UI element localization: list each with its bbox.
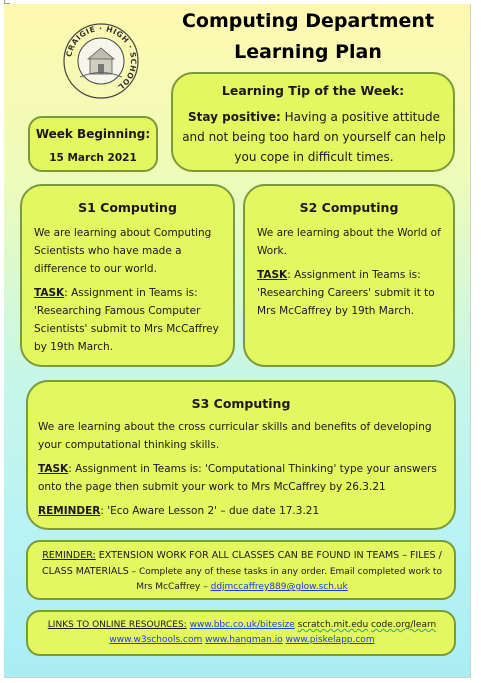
link-code-org[interactable]: code.org/learn xyxy=(371,620,437,630)
s1-computing-card xyxy=(20,184,235,367)
extension-reminder-text xyxy=(34,548,450,595)
links-lead: LINKS TO ONLINE RESOURCES: xyxy=(47,620,187,630)
learning-tip-body xyxy=(181,107,447,167)
reminder-rest: – Complete any of these tasks in any order. Email completed work to Mrs McCaffrey – xyxy=(128,567,442,592)
link-piskel[interactable]: www.piskelapp.com xyxy=(285,635,375,645)
s1-title: S1 Computing xyxy=(78,200,177,215)
s3-task-label: TASK xyxy=(38,463,69,475)
s3-reminder-label: REMINDER xyxy=(38,505,101,517)
s1-task-text: : Assignment in Teams is: 'Researching Famous Computer Scientists' submit to Mrs McCaffrey by 19th March. xyxy=(34,287,219,353)
link-hangman[interactable]: www.hangman.io xyxy=(205,635,283,645)
s3-task-text: : Assignment in Teams is: 'Computational Thinking' type your answers onto the page then submit your work to Mrs McCaffrey by 26.3.21 xyxy=(38,463,437,493)
s3-intro: We are learning about the cross curricular skills and benefits of developing your computational thinking skills. xyxy=(38,421,432,451)
s3-reminder xyxy=(38,502,450,520)
link-w3schools[interactable]: www.w3schools.com xyxy=(109,635,203,645)
s2-intro: We are learning about the World of Work. xyxy=(257,227,441,257)
online-resources-text xyxy=(32,618,452,648)
s3-task xyxy=(38,460,450,496)
link-scratch[interactable]: scratch.mit.edu xyxy=(297,620,369,630)
s2-computing-card xyxy=(243,184,455,367)
s1-task xyxy=(34,284,226,356)
extension-reminder-box xyxy=(26,540,456,600)
title-line-1: Computing Department xyxy=(181,10,435,32)
s2-task-text: : Assignment in Teams is: 'Researching Careers' submit it to Mrs McCaffrey by 19th March. xyxy=(257,269,435,317)
s3-title: S3 Computing xyxy=(191,396,291,411)
week-beginning-box xyxy=(28,116,158,172)
s2-body xyxy=(257,224,447,326)
learning-tip-box xyxy=(171,72,455,172)
s2-title: S2 Computing xyxy=(299,200,399,215)
reminder-caps: EXTENSION WORK FOR ALL CLASSES CAN BE FOUND IN TEAMS – FILES / CLASS MATERIALS xyxy=(42,550,442,577)
learning-tip-text: Having a positive attitude and not being too hard on yourself can help you cope in difficult times. xyxy=(182,110,446,164)
teacher-email-link[interactable]: ddjmccaffrey889@glow.sch.uk xyxy=(210,582,348,592)
page-title xyxy=(158,6,458,68)
reminder-lead: REMINDER: xyxy=(42,550,96,561)
week-beginning-label: Week Beginning: xyxy=(35,127,151,141)
s3-computing-card xyxy=(26,380,456,530)
s3-body xyxy=(38,418,450,526)
crest-ring-text: CRAIGIE · HIGH · SCHOOL xyxy=(64,23,139,92)
s1-body xyxy=(34,224,226,362)
s2-task xyxy=(257,266,447,320)
learning-tip-lead: Stay positive: xyxy=(188,110,281,124)
week-beginning-date: 15 March 2021 xyxy=(49,152,137,164)
s3-reminder-text: : 'Eco Aware Lesson 2' – due date 17.3.21 xyxy=(100,505,320,517)
learning-tip-title: Learning Tip of the Week: xyxy=(221,83,405,98)
s1-intro: We are learning about Computing Scientists who have made a difference to our world. xyxy=(34,227,212,275)
link-bbc-bitesize[interactable]: www.bbc.co.uk/bitesize xyxy=(189,620,295,630)
online-resources-box xyxy=(26,610,456,656)
title-line-2: Learning Plan xyxy=(234,41,382,63)
s1-task-label: TASK xyxy=(34,287,65,299)
school-crest-logo xyxy=(62,22,140,100)
s2-task-label: TASK xyxy=(257,269,288,281)
